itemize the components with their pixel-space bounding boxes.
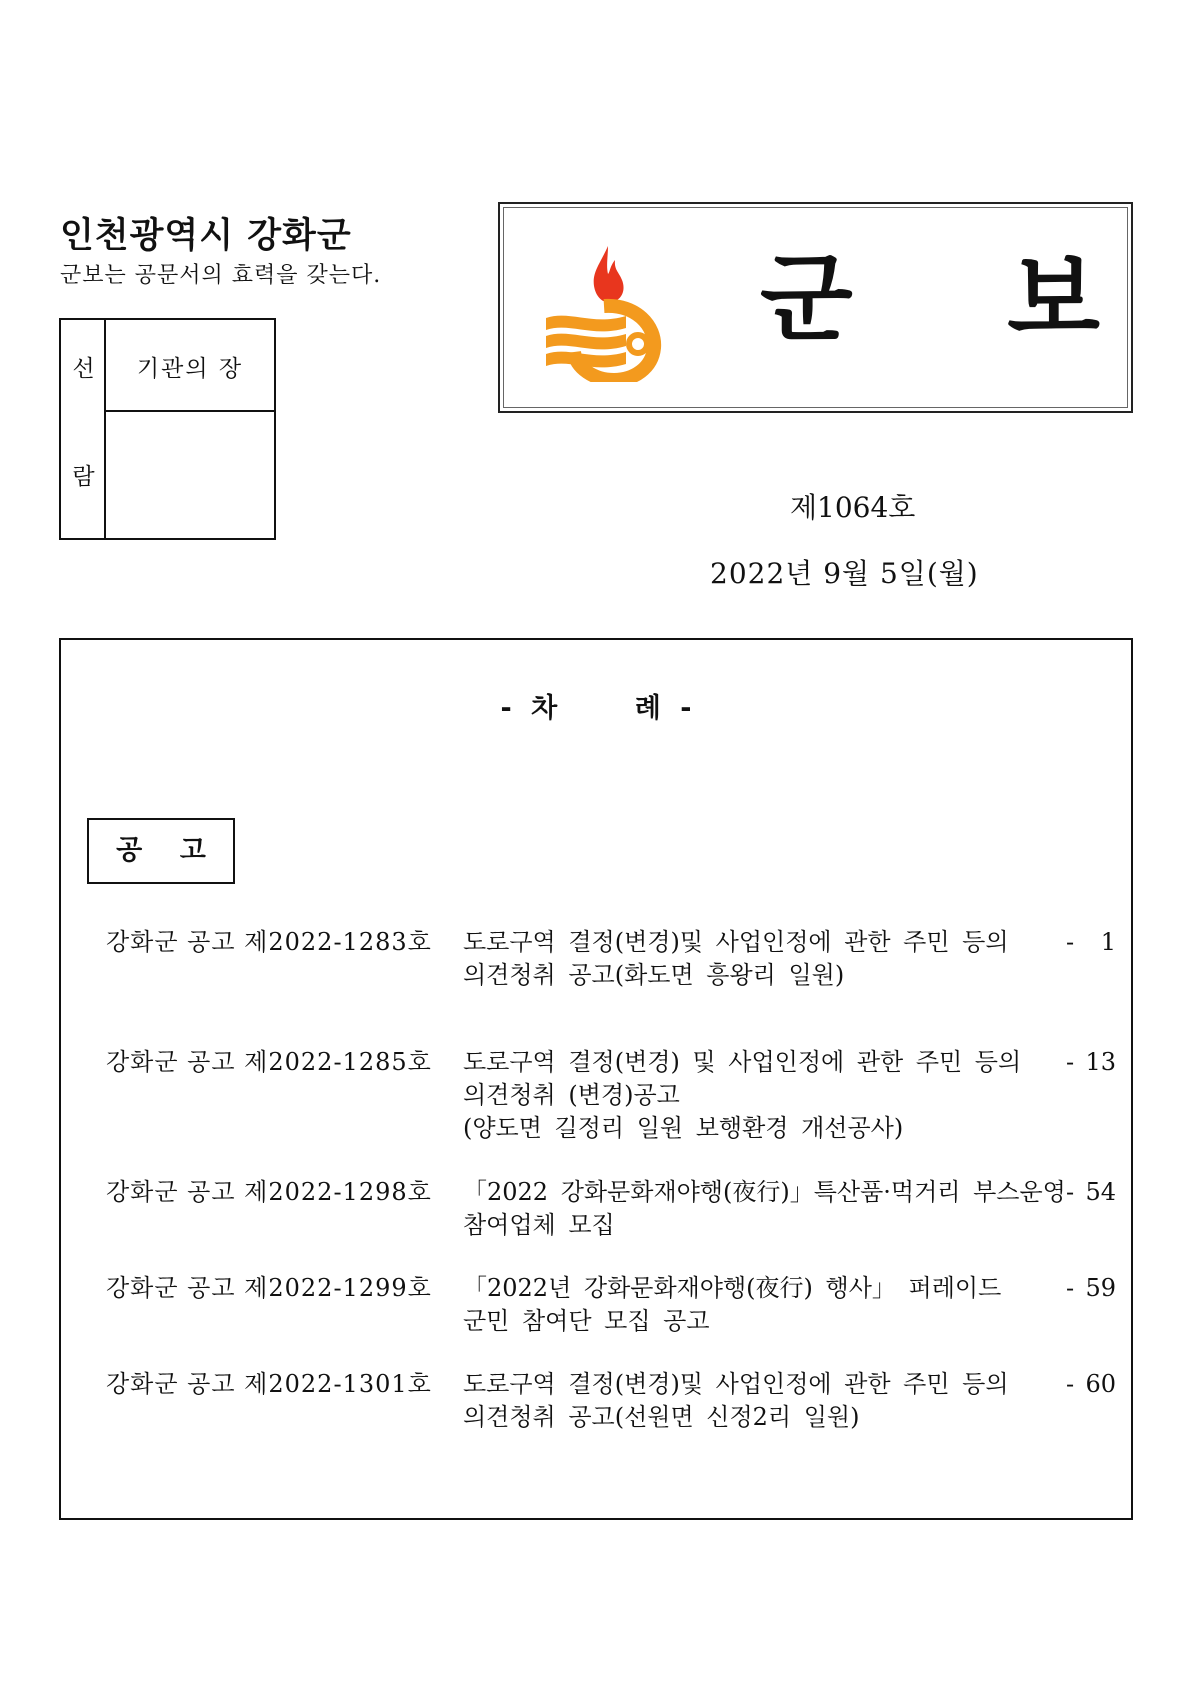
approval-box: [59, 318, 276, 540]
toc-entry-number: 강화군 공고 제2022-1301호: [106, 1370, 432, 1398]
toc-entry-description: [463, 1046, 1053, 1145]
issue-date: 2022년 9월 5일(월): [710, 557, 979, 590]
toc-entry-line: 「2022 강화문화재야행(夜行)」특산품·먹거리 부스운영: [463, 1178, 1066, 1206]
toc-entry-line: 의견청취 공고(화도면 흥왕리 일원): [463, 961, 845, 989]
toc-entry-description: [463, 1272, 1053, 1338]
toc-entry-number: 강화군 공고 제2022-1298호: [106, 1178, 432, 1206]
toc-entry-dash: -: [1066, 1370, 1075, 1398]
toc-entry-description: [463, 1368, 1053, 1434]
toc-entry-dash: -: [1066, 1178, 1075, 1206]
toc-entry-line: 도로구역 결정(변경)및 사업인정에 관한 주민 등의: [463, 928, 1009, 956]
toc-entry-line: 군민 참여단 모집 공고: [463, 1307, 710, 1335]
toc-entry-description: [463, 926, 1053, 992]
toc-entry-dash: -: [1066, 928, 1075, 956]
toc-entry-page: 13: [1085, 1048, 1116, 1076]
approval-head-label: 기관의 장: [106, 320, 274, 412]
approval-side-bottom: 람: [72, 464, 95, 490]
masthead-title: [760, 244, 1100, 354]
toc-entry-dash: -: [1066, 1048, 1075, 1076]
toc-entry-line: (양도면 길정리 일원 보행환경 개선공사): [463, 1114, 904, 1142]
section-label: 공 고: [87, 818, 235, 884]
toc-entry-page: 54: [1085, 1178, 1116, 1206]
org-name: 인천광역시 강화군: [60, 216, 352, 256]
masthead: [498, 202, 1133, 413]
org-subtitle: 군보는 공문서의 효력을 갖는다.: [60, 263, 382, 288]
issue-number: 제1064호: [790, 491, 916, 524]
toc-entry-number: 강화군 공고 제2022-1299호: [106, 1274, 432, 1302]
approval-sign-area: [106, 412, 274, 538]
toc-entry-number: 강화군 공고 제2022-1283호: [106, 928, 432, 956]
gangwha-emblem-icon: [540, 242, 670, 382]
toc-entry-line: 「2022년 강화문화재야행(夜行) 행사」 퍼레이드: [463, 1274, 1002, 1302]
toc-entry-line: 의견청취 공고(선원면 신정2리 일원): [463, 1403, 860, 1431]
toc-entry-number: 강화군 공고 제2022-1285호: [106, 1048, 432, 1076]
toc-entry-description: [463, 1176, 1066, 1242]
toc-title: - 차 례 -: [500, 693, 692, 724]
masthead-title-char-1: 군: [760, 243, 853, 355]
toc-entry-dash: -: [1066, 1274, 1075, 1302]
toc-entry-page: 59: [1085, 1274, 1116, 1302]
table-of-contents: [59, 638, 1133, 1520]
masthead-title-char-2: 보: [1007, 243, 1100, 355]
toc-entry-line: 도로구역 결정(변경)및 사업인정에 관한 주민 등의: [463, 1370, 1009, 1398]
toc-entry-line: 참여업체 모집: [463, 1211, 615, 1239]
toc-entry-line: 도로구역 결정(변경) 및 사업인정에 관한 주민 등의: [463, 1048, 1022, 1076]
approval-side-top: 선: [72, 356, 95, 382]
approval-side-column: [61, 320, 106, 538]
toc-entry-line: 의견청취 (변경)공고: [463, 1081, 680, 1109]
toc-entry-page: 60: [1085, 1370, 1116, 1398]
toc-entry-page: 1: [1100, 928, 1116, 956]
